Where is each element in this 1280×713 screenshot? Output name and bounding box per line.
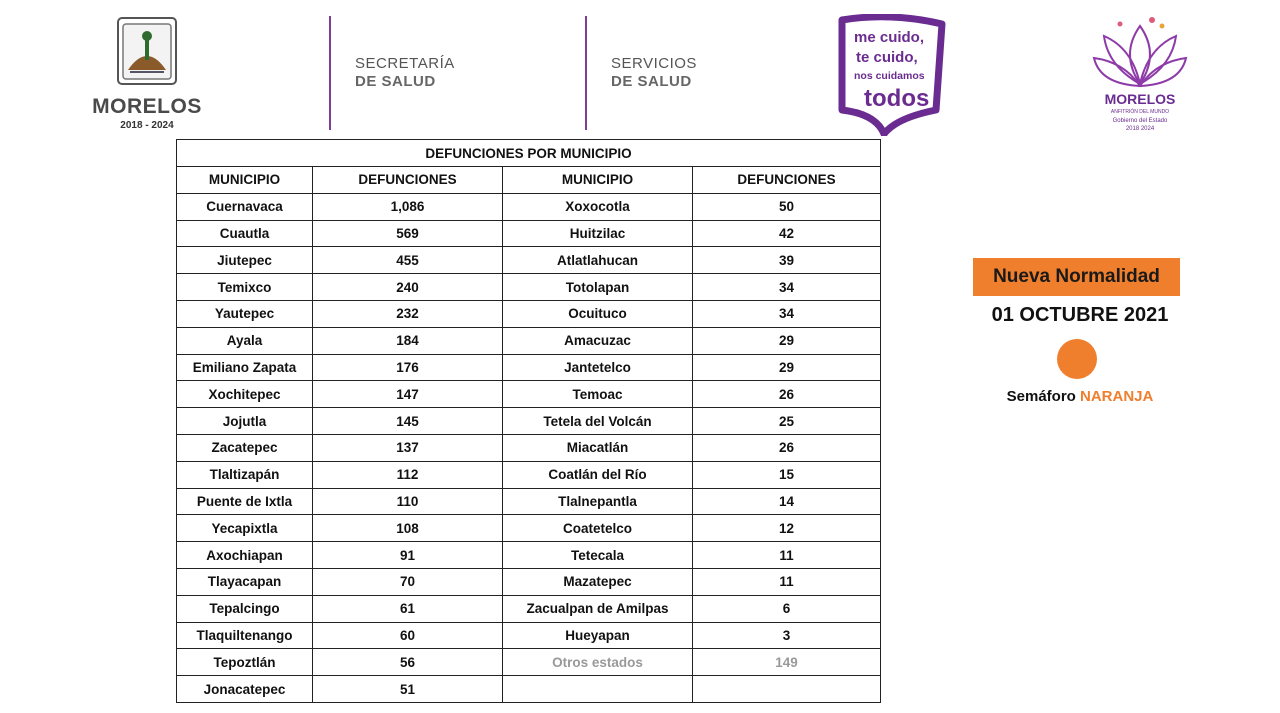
campaign-line2: te cuido, — [856, 49, 918, 66]
col-header-defunciones: DEFUNCIONES — [693, 167, 881, 194]
municipio-cell: Amacuzac — [503, 327, 693, 354]
table-row — [177, 327, 881, 354]
municipio-cell: Yecapixtla — [177, 515, 313, 542]
defunciones-table — [176, 139, 881, 703]
table-row — [177, 274, 881, 301]
table-row — [177, 408, 881, 435]
defunciones-cell: 34 — [693, 300, 881, 327]
defunciones-cell: 569 — [313, 220, 503, 247]
municipio-cell: Miacatlán — [503, 434, 693, 461]
secretaria-line2: DE SALUD — [355, 73, 436, 90]
table-row — [177, 676, 881, 703]
table-row — [177, 488, 881, 515]
municipio-cell: Otros estados — [503, 649, 693, 676]
defunciones-cell: 108 — [313, 515, 503, 542]
municipio-cell: Xochitepec — [177, 381, 313, 408]
municipio-cell: Zacatepec — [177, 434, 313, 461]
defunciones-cell: 56 — [313, 649, 503, 676]
municipio-cell: Atlatlahucan — [503, 247, 693, 274]
municipio-cell: Zacualpan de Amilpas — [503, 595, 693, 622]
table-row — [177, 568, 881, 595]
defunciones-cell: 25 — [693, 408, 881, 435]
table-row — [177, 649, 881, 676]
defunciones-cell: 455 — [313, 247, 503, 274]
defunciones-cell: 240 — [313, 274, 503, 301]
municipio-cell: Coatlán del Río — [503, 461, 693, 488]
campaign-line3: nos cuidamos — [854, 70, 925, 82]
municipio-cell: Coatetelco — [503, 515, 693, 542]
semaforo-color-name: NARANJA — [1080, 388, 1154, 405]
municipio-cell: Emiliano Zapata — [177, 354, 313, 381]
table-row — [177, 461, 881, 488]
municipio-cell: Tetecala — [503, 542, 693, 569]
municipio-cell: Tlaltizapán — [177, 461, 313, 488]
municipio-cell: Jiutepec — [177, 247, 313, 274]
table-body — [177, 193, 881, 702]
municipio-cell: Jonacatepec — [177, 676, 313, 703]
defunciones-cell: 12 — [693, 515, 881, 542]
defunciones-cell: 110 — [313, 488, 503, 515]
semaforo-text: Semáforo — [1006, 388, 1076, 405]
defunciones-cell: 70 — [313, 568, 503, 595]
header-divider — [329, 16, 331, 130]
municipio-cell: Tepalcingo — [177, 595, 313, 622]
defunciones-cell: 61 — [313, 595, 503, 622]
table-row — [177, 622, 881, 649]
municipio-cell: Tlaquiltenango — [177, 622, 313, 649]
municipio-cell: Tlalnepantla — [503, 488, 693, 515]
defunciones-cell: 60 — [313, 622, 503, 649]
defunciones-cell: 176 — [313, 354, 503, 381]
table-row — [177, 354, 881, 381]
defunciones-cell: 51 — [313, 676, 503, 703]
municipio-cell: Huitzilac — [503, 220, 693, 247]
phase-badge: Nueva Normalidad — [973, 258, 1180, 296]
state-name: MORELOS — [92, 95, 202, 118]
secretaria-de-salud-title — [355, 55, 455, 91]
col-header-defunciones: DEFUNCIONES — [313, 167, 503, 194]
morelos-anfitrion-logo — [1090, 14, 1190, 136]
table-row — [177, 220, 881, 247]
municipio-cell: Axochiapan — [177, 542, 313, 569]
table-title: DEFUNCIONES POR MUNICIPIO — [177, 140, 881, 167]
col-header-municipio: MUNICIPIO — [503, 167, 693, 194]
defunciones-cell: 42 — [693, 220, 881, 247]
defunciones-cell: 112 — [313, 461, 503, 488]
campaign-logo — [836, 14, 946, 136]
defunciones-cell: 147 — [313, 381, 503, 408]
defunciones-cell: 15 — [693, 461, 881, 488]
defunciones-cell: 6 — [693, 595, 881, 622]
servicios-line1: SERVICIOS — [611, 55, 697, 72]
right-logo-gov: Gobierno del Estado — [1112, 118, 1168, 124]
table-row — [177, 300, 881, 327]
secretaria-line1: SECRETARÍA — [355, 55, 455, 72]
right-logo-years: 2018 2024 — [1125, 126, 1155, 132]
defunciones-cell: 3 — [693, 622, 881, 649]
table-row — [177, 247, 881, 274]
defunciones-cell: 91 — [313, 542, 503, 569]
table-row — [177, 595, 881, 622]
defunciones-cell: 26 — [693, 381, 881, 408]
municipio-cell — [503, 676, 693, 703]
defunciones-cell: 145 — [313, 408, 503, 435]
table-row — [177, 434, 881, 461]
header-divider — [585, 16, 587, 130]
state-years: 2018 - 2024 — [120, 120, 174, 131]
municipio-cell: Tlayacapan — [177, 568, 313, 595]
right-logo-sub: ANFITRIÓN DEL MUNDO — [1110, 109, 1170, 115]
municipio-cell: Xoxocotla — [503, 193, 693, 220]
municipio-cell: Jantetelco — [503, 354, 693, 381]
table-row — [177, 381, 881, 408]
defunciones-cell: 14 — [693, 488, 881, 515]
servicios-line2: DE SALUD — [611, 73, 692, 90]
defunciones-cell — [693, 676, 881, 703]
defunciones-cell: 137 — [313, 434, 503, 461]
municipio-cell: Temoac — [503, 381, 693, 408]
municipio-cell: Cuernavaca — [177, 193, 313, 220]
defunciones-cell: 149 — [693, 649, 881, 676]
municipio-cell: Mazatepec — [503, 568, 693, 595]
defunciones-cell: 29 — [693, 327, 881, 354]
campaign-line4: todos — [864, 85, 930, 112]
municipio-cell: Tepoztlán — [177, 649, 313, 676]
municipio-cell: Hueyapan — [503, 622, 693, 649]
municipio-cell: Ayala — [177, 327, 313, 354]
municipio-cell: Ocuituco — [503, 300, 693, 327]
semaforo-label — [960, 388, 1200, 405]
defunciones-cell: 11 — [693, 568, 881, 595]
municipio-cell: Puente de Ixtla — [177, 488, 313, 515]
municipio-cell: Jojutla — [177, 408, 313, 435]
campaign-line1: me cuido, — [854, 29, 925, 46]
defunciones-cell: 11 — [693, 542, 881, 569]
defunciones-cell: 50 — [693, 193, 881, 220]
table-row — [177, 515, 881, 542]
municipio-cell: Temixco — [177, 274, 313, 301]
defunciones-cell: 26 — [693, 434, 881, 461]
defunciones-cell: 1,086 — [313, 193, 503, 220]
defunciones-cell: 184 — [313, 327, 503, 354]
semaforo-indicator — [1057, 339, 1097, 379]
municipio-cell: Tetela del Volcán — [503, 408, 693, 435]
municipio-cell: Totolapan — [503, 274, 693, 301]
defunciones-cell: 39 — [693, 247, 881, 274]
col-header-municipio: MUNICIPIO — [177, 167, 313, 194]
servicios-de-salud-title — [611, 55, 697, 91]
municipio-cell: Cuautla — [177, 220, 313, 247]
municipio-cell: Yautepec — [177, 300, 313, 327]
table-row — [177, 542, 881, 569]
report-date: 01 OCTUBRE 2021 — [991, 304, 1169, 326]
state-crest-logo — [116, 16, 178, 88]
defunciones-cell: 34 — [693, 274, 881, 301]
right-logo-name: MORELOS — [1104, 91, 1176, 107]
table-row — [177, 193, 881, 220]
defunciones-cell: 29 — [693, 354, 881, 381]
defunciones-cell: 232 — [313, 300, 503, 327]
